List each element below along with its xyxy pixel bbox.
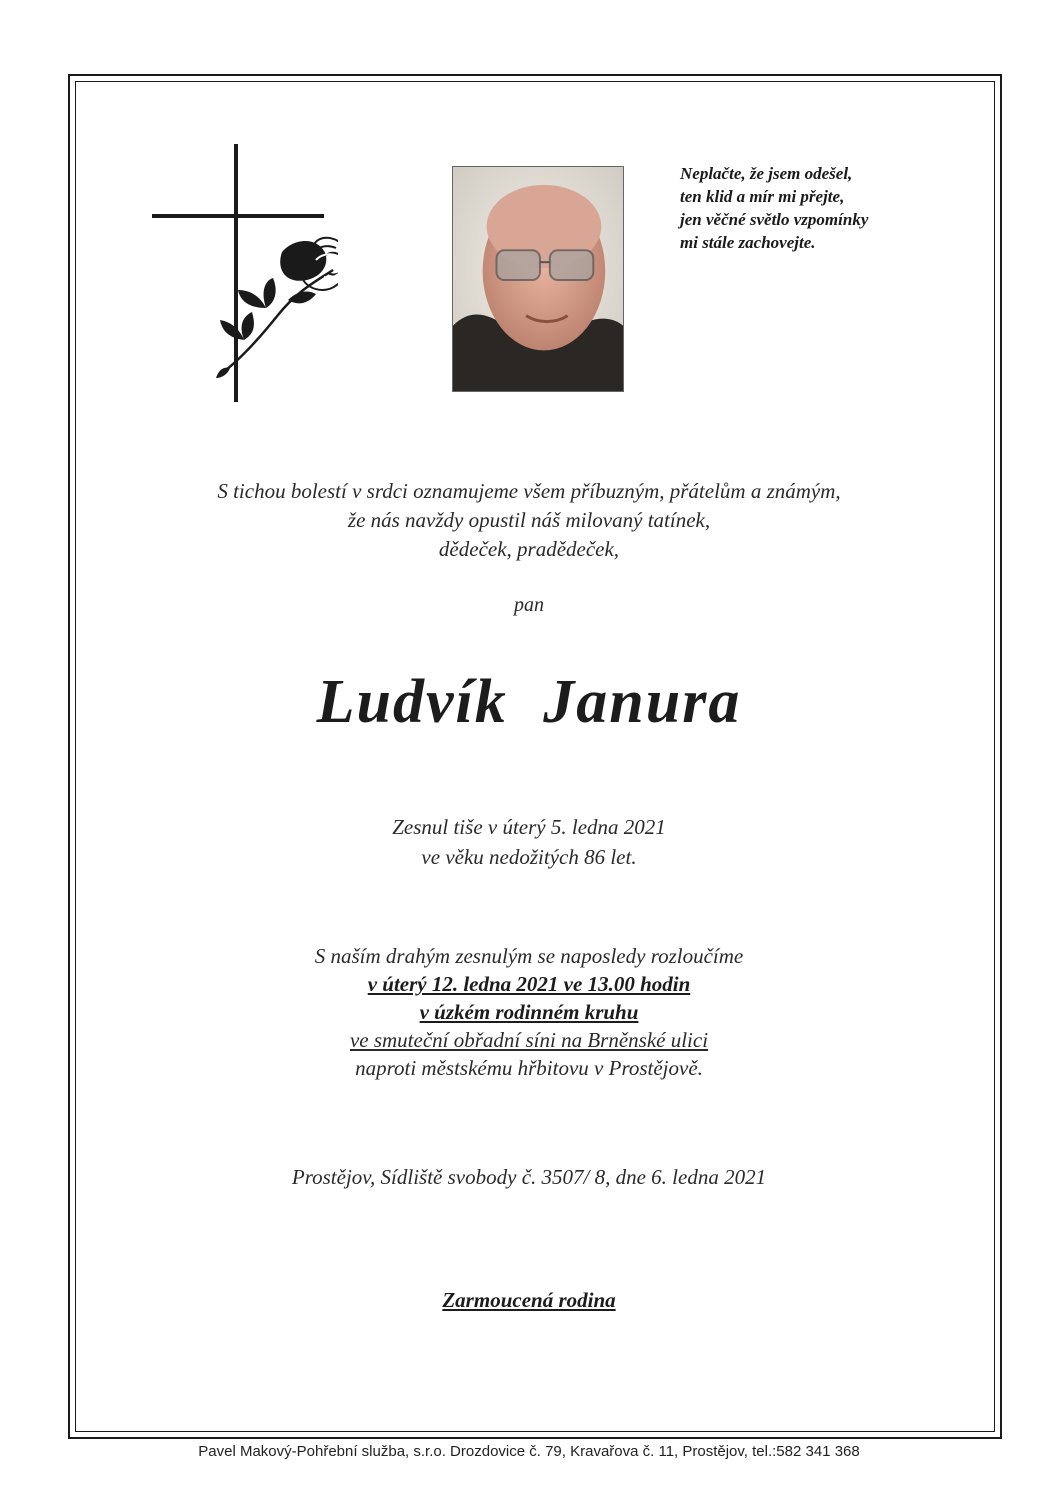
funeral-info <box>0 942 1058 1082</box>
honorific: pan <box>514 594 544 616</box>
funeral-venue: ve smuteční obřadní síni na Brněnské ulici <box>349 1028 709 1052</box>
deceased-name: Ludvík Janura <box>316 668 742 736</box>
intro-line: S tichou bolestí v srdci oznamujeme všem příbuzným, přátelům a známým, <box>217 479 841 503</box>
portrait-photo <box>452 166 624 392</box>
funeral-privacy: v úzkém rodinném kruhu <box>419 1000 639 1024</box>
farewell-line: S naším drahým zesnulým se naposledy rozloučíme <box>314 944 744 968</box>
place-and-date: Prostějov, Sídliště svobody č. 3507/ 8, dne 6. ledna 2021 <box>291 1165 767 1189</box>
memorial-poem <box>680 162 980 254</box>
signature: Zarmoucená rodina <box>442 1288 616 1312</box>
death-line: Zesnul tiše v úterý 5. ledna 2021 <box>392 815 666 839</box>
cross-with-rose-icon <box>148 140 338 405</box>
funeral-location: naproti městskému hřbitovu v Prostějově. <box>355 1056 703 1080</box>
funeral-date: v úterý 12. ledna 2021 ve 13.00 hodin <box>367 972 691 996</box>
intro-line: dědeček, pradědeček, <box>438 537 620 561</box>
intro-line: že nás navždy opustil náš milovaný tatínek, <box>347 508 711 532</box>
announcement-intro <box>0 477 1058 564</box>
poem-line: Neplačte, že jsem odešel, <box>680 164 853 183</box>
funeral-service-footer: Pavel Makový-Pohřební služba, s.r.o. Drozdovice č. 79, Kravařova č. 11, Prostějov, tel.:582 341 368 <box>198 1443 860 1460</box>
death-line: ve věku nedožitých 86 let. <box>421 845 637 869</box>
poem-line: mi stále zachovejte. <box>680 233 816 252</box>
death-info <box>0 812 1058 872</box>
poem-line: jen věčné světlo vzpomínky <box>680 210 869 229</box>
poem-line: ten klid a mír mi přejte, <box>680 187 845 206</box>
